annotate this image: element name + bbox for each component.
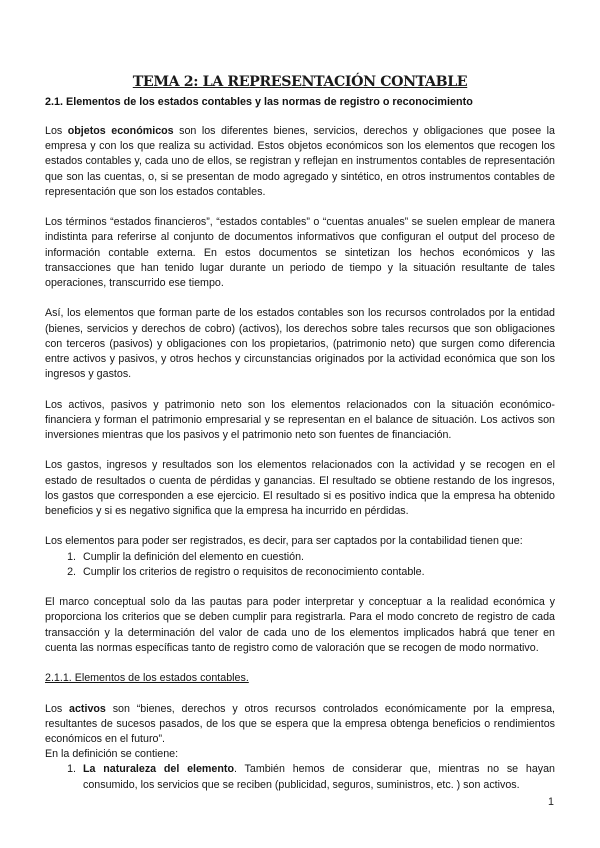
paragraph-marco-conceptual: El marco conceptual solo da las pautas para poder interpretar y conceptuar a la realidad económica y proporciona los criterios que se deben cumplir para registrarla. Para el modo concreto de registro de cada transacción y la determinación del valor de cada uno de los elementos implicados habrá que tener en cuenta las normas específicas tanto de registro como de valoración que se recogen de modo normativo. xyxy=(45,596,555,654)
para1-post: son los diferentes bienes, servicios, derechos y obligaciones que posee la empresa y con los que realiza su actividad. Estos objetos económicos son los elementos que recogen los estados contables y, cada uno de ellos, se registran y reflejan en instrumentos contables de representación que son las cuentas, o, si se presentan de modo agregado y sintético, en otros instrumentos contables de representación que son los estados contables. xyxy=(45,125,555,198)
document-body xyxy=(45,124,555,793)
list-item-text: . También hemos de considerar que, mientras no se hayan consumido, los servicios que se reciben (publicidad, seguros, suministros, etc. ) son activos. xyxy=(83,763,555,791)
paragraph-registro: Los elementos para poder ser registrados, es decir, para ser captados por la contabilidad tienen que: xyxy=(45,535,523,548)
para8-pre: Los xyxy=(45,702,70,715)
para8-post: son “bienes, derechos y otros recursos controlados económicamente por la empresa, resultantes de sucesos pasados, de los que se espera que la empresa obtenga beneficios o rendimientos económicos en el futuro”. xyxy=(45,702,555,745)
paragraph-definicion: En la definición se contiene: xyxy=(45,748,179,761)
list-item: 1. Cumplir la definición del elemento en cuestión. xyxy=(79,550,555,565)
para1-bold: objetos económicos xyxy=(67,125,174,137)
definition-list xyxy=(45,762,555,792)
page-number: 1 xyxy=(548,796,554,808)
paragraph-gastos-ingresos: Los gastos, ingresos y resultados son los elementos relacionados con la actividad y se recogen en el estado de resultados o cuenta de pérdidas y ganancias. El resultado se obtiene restando de los ingresos, los gastos que corresponden a ese ejercicio. El resultado si es positivo indica que la empresa ha obtenido beneficios y si es negativo significa que la empresa ha incurrido en pérdidas. xyxy=(45,459,555,518)
para8-bold: activos xyxy=(69,702,106,715)
paragraph-objetos xyxy=(45,124,555,200)
list-item: 2. Cumplir los criterios de registro o requisitos de reconocimiento contable. xyxy=(79,565,555,580)
section-subtitle: 2.1. Elementos de los estados contables y las normas de registro o reconocimiento xyxy=(45,96,473,108)
paragraph-elementos: Así, los elementos que forman parte de los estados contables son los recursos controlados por la entidad (bienes, servicios y derechos de cobro) (activos), los derechos sobre tales recursos que son obligaciones con terceros (pasivos) y obligaciones con los propietarios, (patrimonio neto) que surgen como diferencia entre activos y pasivos, y otros hechos y circunstancias originados por la actividad económica que son los ingresos y gastos. xyxy=(45,307,555,381)
list-item-bold: La naturaleza del elemento xyxy=(83,763,234,776)
para1-pre: Los xyxy=(45,125,68,137)
paragraph-activos-pasivos: Los activos, pasivos y patrimonio neto son los elementos relacionados con la situación económico-financiera y forman el patrimonio empresarial y se representan en el balance de situación. Los activos son inversiones mientras que los pasivos y el patrimonio neto son fuentes de financiación. xyxy=(45,398,555,442)
section-heading: 2.1.1. Elementos de los estados contables. xyxy=(45,672,249,685)
list-item xyxy=(79,762,555,792)
requirements-list xyxy=(45,550,555,580)
paragraph-terminos: Los términos “estados financieros”, “estados contables” o “cuentas anuales” se suelen emplear de manera indistinta para referirse al conjunto de documentos informativos que configuran el output del proceso de información contable externa. En estos documentos se sintetizan los hechos económicos y las transacciones que han tenido lugar durante un periodo de tiempo y la situación resultante de tales operaciones, transcurrido ese tiempo. xyxy=(45,216,555,290)
document-title: TEMA 2: LA REPRESENTACIÓN CONTABLE xyxy=(132,74,468,90)
paragraph-def-activos xyxy=(45,702,555,748)
